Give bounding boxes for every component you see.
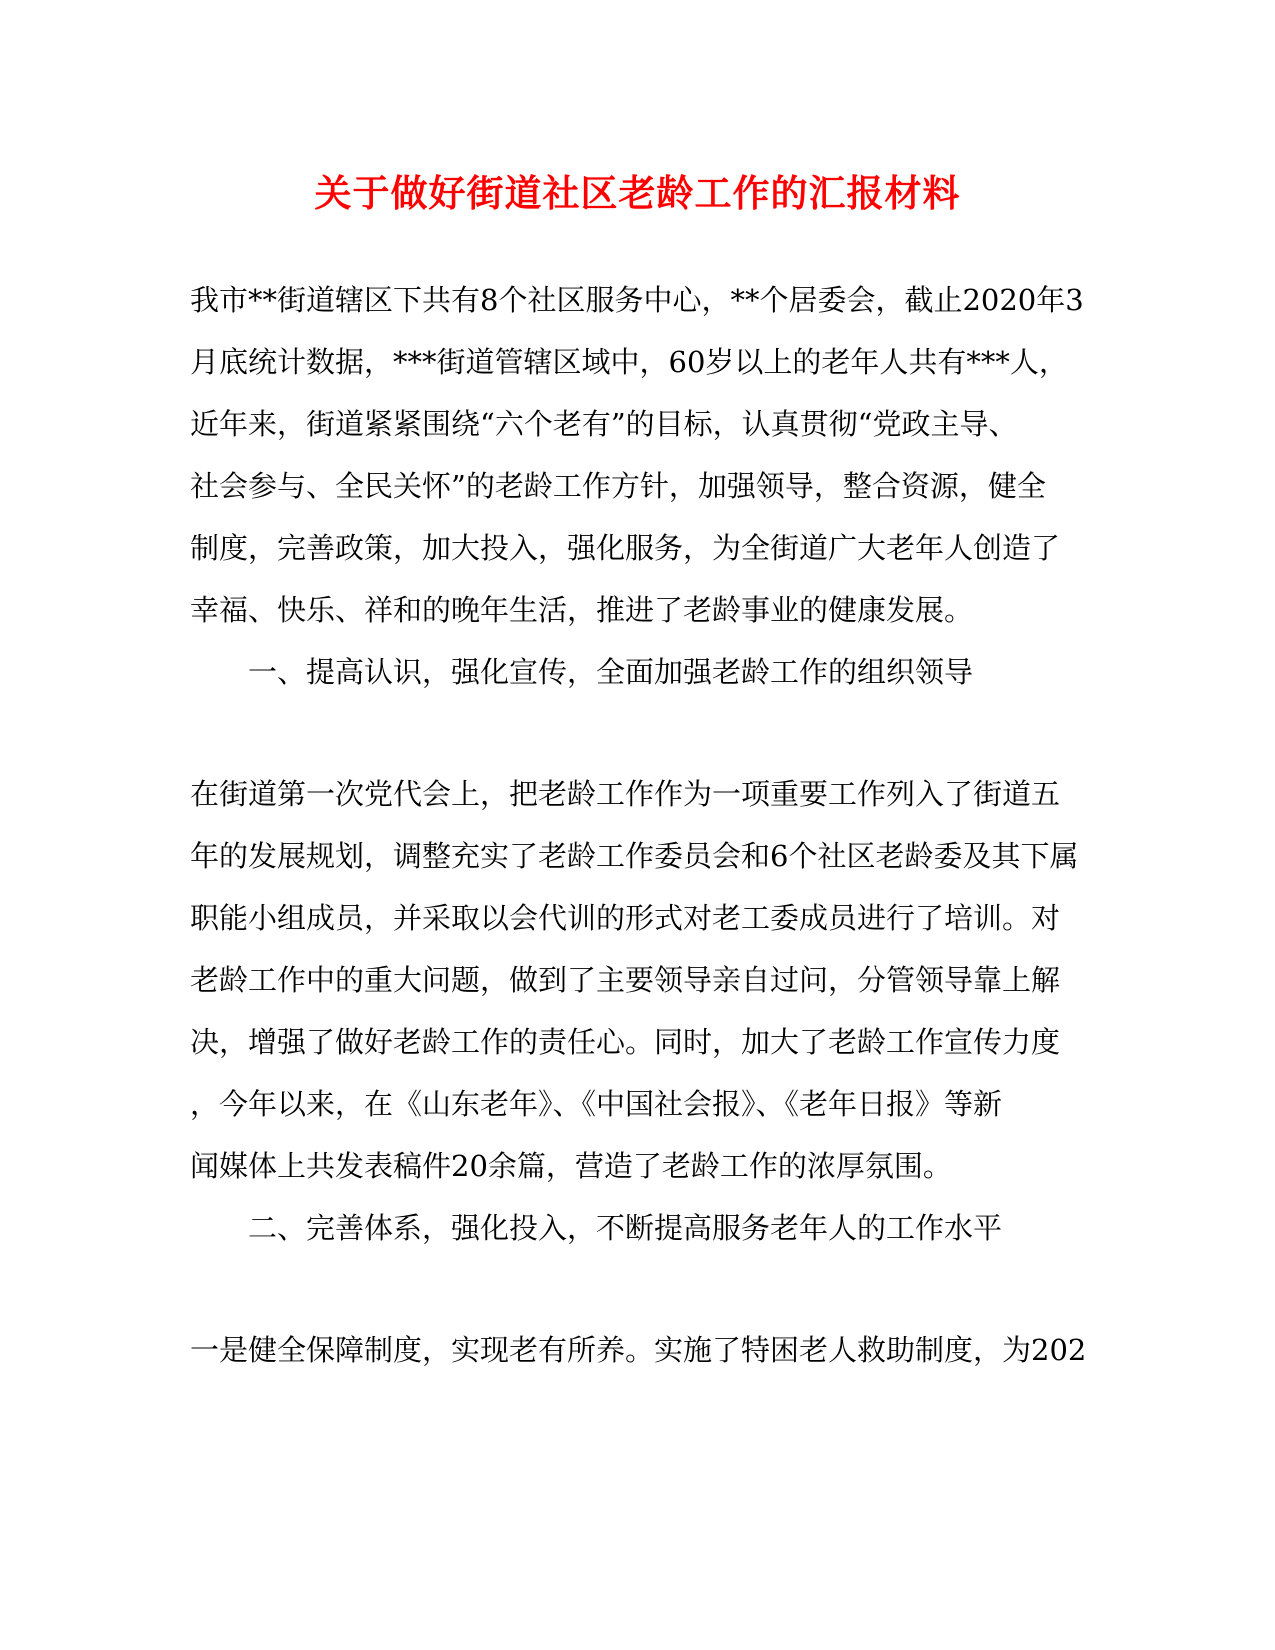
paragraph-2-line-4: 老龄工作中的重大问题，做到了主要领导亲自过问，分管领导靠上解 [190, 963, 1061, 997]
document-title: 关于做好街道社区老龄工作的汇报材料 [314, 171, 961, 215]
paragraph-1-line-3: 近年来，街道紧紧围绕“六个老有”的目标，认真贯彻“党政主导、 [190, 407, 1018, 441]
paragraph-2-line-1: 在街道第一次党代会上，把老龄工作作为一项重要工作列入了街道五 [190, 777, 1061, 811]
paragraph-3-line-1: 一是健全保障制度，实现老有所养。实施了特困老人救助制度，为202 [190, 1333, 1087, 1367]
paragraph-1-line-5: 制度，完善政策，加大投入，强化服务，为全街道广大老年人创造了 [190, 531, 1061, 565]
paragraph-2-line-5: 决，增强了做好老龄工作的责任心。同时，加大了老龄工作宣传力度 [190, 1025, 1061, 1059]
paragraph-1-line-1: 我市**街道辖区下共有8个社区服务中心，**个居委会，截止2020年3 [190, 283, 1084, 317]
paragraph-1-line-2: 月底统计数据，***街道管辖区域中，60岁以上的老年人共有***人， [190, 345, 1068, 379]
section-heading-1: 一、提高认识，强化宣传，全面加强老龄工作的组织领导 [248, 655, 974, 689]
paragraph-1-line-6: 幸福、快乐、祥和的晚年生活，推进了老龄事业的健康发展。 [190, 593, 974, 627]
section-heading-2: 二、完善体系，强化投入，不断提高服务老年人的工作水平 [248, 1211, 1003, 1245]
paragraph-2-line-7: 闻媒体上共发表稿件20余篇，营造了老龄工作的浓厚氛围。 [190, 1149, 952, 1183]
paragraph-2-line-3: 职能小组成员，并采取以会代训的形式对老工委成员进行了培训。对 [190, 901, 1061, 935]
paragraph-1-line-4: 社会参与、全民关怀”的老龄工作方针，加强领导，整合资源，健全 [190, 469, 1046, 503]
paragraph-2-line-6: ，今年以来，在《山东老年》、《中国社会报》、《老年日报》等新 [190, 1087, 1003, 1121]
paragraph-2-line-2: 年的发展规划，调整充实了老龄工作委员会和6个社区老龄委及其下属 [190, 839, 1079, 873]
